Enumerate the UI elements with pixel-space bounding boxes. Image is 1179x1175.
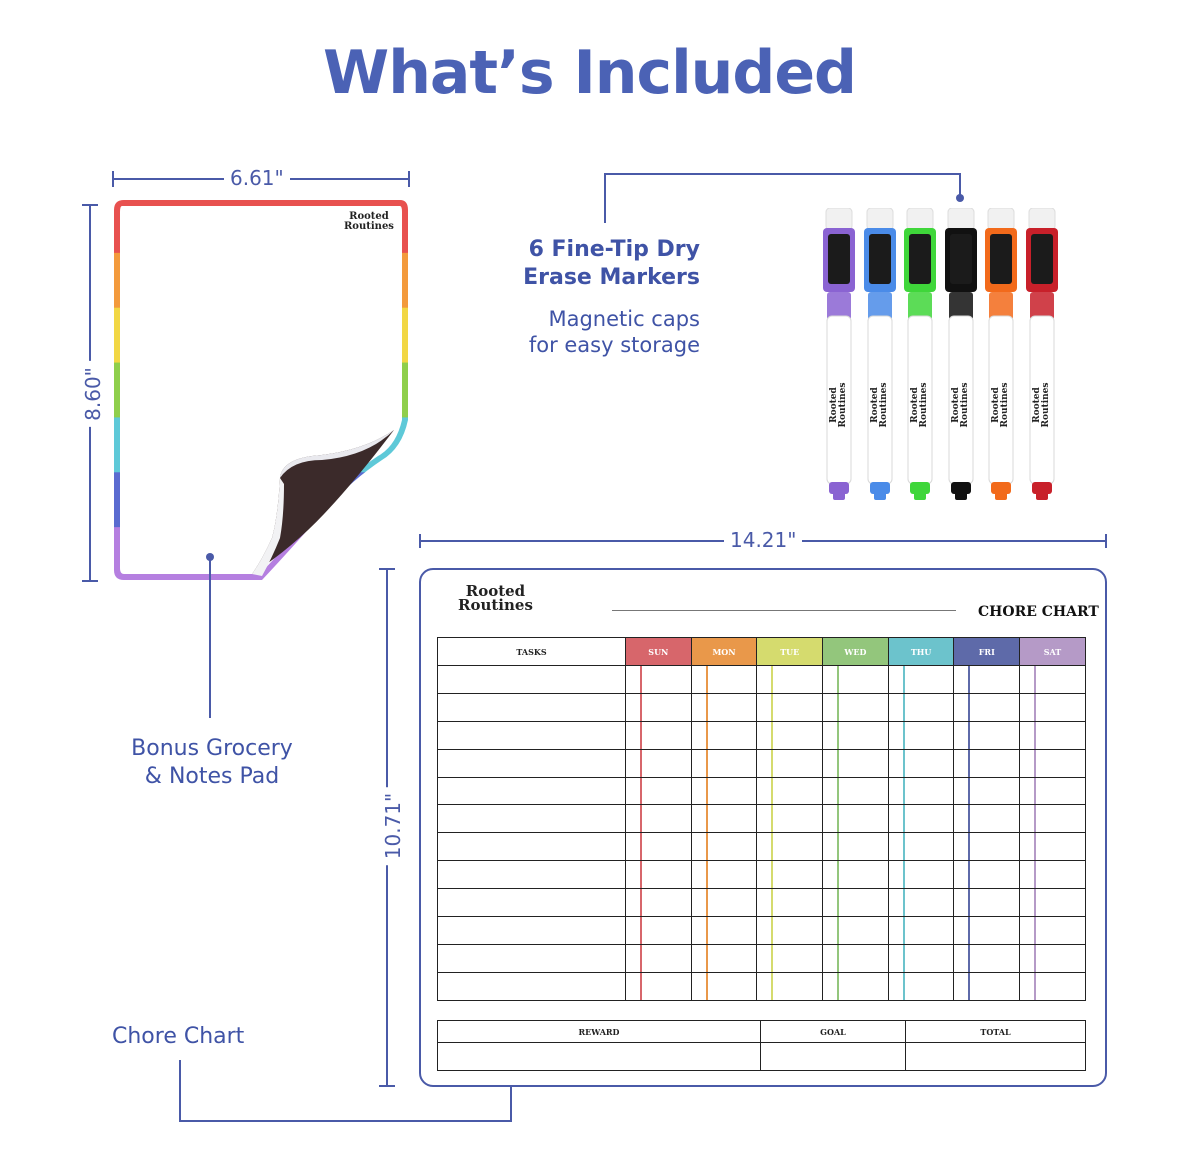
day-color-line xyxy=(706,750,708,777)
chart-width-label: 14.21" xyxy=(724,528,802,552)
day-color-line xyxy=(968,666,970,693)
day-header-tue: TUE xyxy=(757,638,823,666)
marker-brand-label: Rooted Routines xyxy=(950,382,970,428)
day-color-line xyxy=(968,945,970,972)
day-cell[interactable] xyxy=(757,721,823,749)
day-cell[interactable] xyxy=(757,861,823,889)
day-color-line xyxy=(1034,805,1036,832)
day-cell[interactable] xyxy=(888,861,954,889)
marker-leader-vertical-left xyxy=(604,173,606,223)
day-cell[interactable] xyxy=(954,666,1020,694)
day-cell[interactable] xyxy=(888,805,954,833)
task-cell[interactable] xyxy=(438,944,626,972)
day-color-line xyxy=(903,694,905,721)
day-cell[interactable] xyxy=(823,777,889,805)
day-color-line xyxy=(771,917,773,944)
pad-width-label: 6.61" xyxy=(224,166,290,190)
day-color-line xyxy=(837,722,839,749)
day-color-line xyxy=(837,945,839,972)
day-color-line xyxy=(1034,973,1036,1000)
day-color-line xyxy=(640,805,642,832)
chart-row xyxy=(438,721,1086,749)
day-color-line xyxy=(706,722,708,749)
day-cell[interactable] xyxy=(626,972,692,1000)
day-color-line xyxy=(640,778,642,805)
day-cell[interactable] xyxy=(888,889,954,917)
pad-height-tick-top xyxy=(82,204,98,206)
day-color-line xyxy=(640,973,642,1000)
day-color-line xyxy=(837,889,839,916)
day-color-line xyxy=(903,722,905,749)
day-cell[interactable] xyxy=(691,972,757,1000)
day-color-line xyxy=(1034,666,1036,693)
day-cell[interactable] xyxy=(691,917,757,945)
day-color-line xyxy=(706,805,708,832)
chore-chart-title: CHORE CHART xyxy=(978,604,1099,620)
day-color-line xyxy=(968,805,970,832)
day-cell[interactable] xyxy=(1020,721,1086,749)
day-cell[interactable] xyxy=(691,833,757,861)
day-cell[interactable] xyxy=(888,833,954,861)
chart-row xyxy=(438,693,1086,721)
day-cell[interactable] xyxy=(626,833,692,861)
chart-header-row xyxy=(438,638,1086,666)
day-header-sun: SUN xyxy=(626,638,692,666)
day-cell[interactable] xyxy=(888,777,954,805)
day-cell[interactable] xyxy=(823,861,889,889)
day-cell[interactable] xyxy=(626,666,692,694)
day-cell[interactable] xyxy=(1020,833,1086,861)
day-color-line xyxy=(640,666,642,693)
day-color-line xyxy=(640,917,642,944)
dry-erase-marker xyxy=(863,208,897,504)
day-cell[interactable] xyxy=(823,889,889,917)
day-cell[interactable] xyxy=(1020,805,1086,833)
day-color-line xyxy=(903,861,905,888)
day-cell[interactable] xyxy=(888,721,954,749)
day-color-line xyxy=(837,833,839,860)
day-cell[interactable] xyxy=(954,805,1020,833)
day-cell[interactable] xyxy=(888,749,954,777)
day-cell[interactable] xyxy=(888,917,954,945)
day-cell[interactable] xyxy=(1020,693,1086,721)
goal-header: GOAL xyxy=(761,1021,906,1043)
day-color-line xyxy=(1034,917,1036,944)
day-cell[interactable] xyxy=(954,917,1020,945)
day-color-line xyxy=(837,861,839,888)
day-cell[interactable] xyxy=(1020,972,1086,1000)
reward-cell xyxy=(438,1043,761,1071)
pad-leader-dot xyxy=(206,553,214,561)
day-cell[interactable] xyxy=(691,944,757,972)
marker-brand-label: Rooted Routines xyxy=(910,382,929,428)
day-color-line xyxy=(903,750,905,777)
day-color-line xyxy=(903,666,905,693)
day-cell[interactable] xyxy=(823,805,889,833)
day-cell[interactable] xyxy=(691,749,757,777)
day-cell[interactable] xyxy=(626,944,692,972)
chart-row xyxy=(438,777,1086,805)
pad-height-label: 8.60" xyxy=(81,361,105,427)
tasks-header: TASKS xyxy=(438,638,626,666)
day-cell[interactable] xyxy=(954,972,1020,1000)
markers-subheading: Magnetic caps for easy storage xyxy=(528,307,700,357)
pad-width-tick-right xyxy=(408,171,410,187)
day-cell[interactable] xyxy=(1020,749,1086,777)
goal-cell xyxy=(761,1043,906,1071)
chart-row xyxy=(438,972,1086,1000)
summary-table xyxy=(437,1020,1086,1071)
day-color-line xyxy=(903,778,905,805)
day-color-line xyxy=(771,833,773,860)
task-cell[interactable] xyxy=(438,805,626,833)
day-color-line xyxy=(771,805,773,832)
day-cell[interactable] xyxy=(626,917,692,945)
chart-height-label: 10.71" xyxy=(381,787,405,865)
chart-caption-leader-horizontal xyxy=(179,1120,512,1122)
pad-caption: Bonus Grocery & Notes Pad xyxy=(131,736,293,789)
marker-brand-label: Rooted Routines xyxy=(1031,382,1051,428)
day-cell[interactable] xyxy=(691,666,757,694)
day-color-line xyxy=(968,778,970,805)
day-cell[interactable] xyxy=(1020,666,1086,694)
day-cell[interactable] xyxy=(954,944,1020,972)
day-color-line xyxy=(771,750,773,777)
dry-erase-marker xyxy=(944,208,978,504)
day-cell[interactable] xyxy=(691,721,757,749)
dry-erase-marker xyxy=(984,208,1018,504)
day-color-line xyxy=(968,861,970,888)
day-color-line xyxy=(837,917,839,944)
day-color-line xyxy=(1034,694,1036,721)
day-color-line xyxy=(640,945,642,972)
day-cell[interactable] xyxy=(823,666,889,694)
task-cell[interactable] xyxy=(438,861,626,889)
chart-name-line xyxy=(612,610,956,611)
reward-header: REWARD xyxy=(438,1021,761,1043)
day-cell[interactable] xyxy=(1020,889,1086,917)
day-color-line xyxy=(640,694,642,721)
chart-width-tick-left xyxy=(419,534,421,548)
chart-row xyxy=(438,666,1086,694)
day-cell[interactable] xyxy=(757,889,823,917)
day-cell[interactable] xyxy=(757,944,823,972)
day-color-line xyxy=(706,666,708,693)
day-cell[interactable] xyxy=(757,693,823,721)
day-color-line xyxy=(1034,861,1036,888)
day-color-line xyxy=(640,750,642,777)
task-cell[interactable] xyxy=(438,777,626,805)
marker-brand-label: Rooted Routines xyxy=(869,382,889,428)
day-cell[interactable] xyxy=(954,861,1020,889)
day-cell[interactable] xyxy=(823,833,889,861)
day-cell[interactable] xyxy=(823,972,889,1000)
day-color-line xyxy=(837,805,839,832)
notes-pad-image xyxy=(112,198,410,582)
day-color-line xyxy=(903,917,905,944)
day-header-fri: FRI xyxy=(954,638,1020,666)
dry-erase-marker xyxy=(903,208,937,504)
day-color-line xyxy=(837,666,839,693)
day-color-line xyxy=(640,722,642,749)
day-color-line xyxy=(706,973,708,1000)
day-color-line xyxy=(640,889,642,916)
day-cell[interactable] xyxy=(1020,777,1086,805)
day-color-line xyxy=(771,945,773,972)
day-color-line xyxy=(771,694,773,721)
task-cell[interactable] xyxy=(438,917,626,945)
chart-row xyxy=(438,861,1086,889)
chart-row xyxy=(438,917,1086,945)
chore-chart-table xyxy=(437,637,1086,1001)
day-color-line xyxy=(903,973,905,1000)
day-cell[interactable] xyxy=(757,972,823,1000)
day-cell[interactable] xyxy=(823,749,889,777)
task-cell[interactable] xyxy=(438,666,626,694)
day-cell[interactable] xyxy=(757,666,823,694)
chart-width-tick-right xyxy=(1105,534,1107,548)
pad-height-tick-bottom xyxy=(82,580,98,582)
chart-caption-leader-vertical xyxy=(179,1060,181,1122)
day-color-line xyxy=(968,722,970,749)
day-color-line xyxy=(706,917,708,944)
day-cell[interactable] xyxy=(691,805,757,833)
day-cell[interactable] xyxy=(1020,917,1086,945)
day-cell[interactable] xyxy=(626,721,692,749)
day-color-line xyxy=(640,861,642,888)
total-cell xyxy=(906,1043,1086,1071)
day-cell[interactable] xyxy=(757,833,823,861)
day-color-line xyxy=(837,973,839,1000)
day-color-line xyxy=(968,694,970,721)
task-cell[interactable] xyxy=(438,693,626,721)
day-cell[interactable] xyxy=(757,749,823,777)
summary-header-row xyxy=(438,1021,1086,1043)
pad-caption-leader-line xyxy=(209,556,211,718)
day-color-line xyxy=(706,945,708,972)
day-cell[interactable] xyxy=(757,777,823,805)
summary-value-row xyxy=(438,1043,1086,1071)
day-cell[interactable] xyxy=(691,861,757,889)
day-color-line xyxy=(1034,722,1036,749)
dry-erase-marker xyxy=(822,208,856,504)
day-cell[interactable] xyxy=(823,693,889,721)
day-cell[interactable] xyxy=(1020,861,1086,889)
day-color-line xyxy=(903,833,905,860)
pad-brand-logo: Rooted Routines xyxy=(344,211,394,232)
day-color-line xyxy=(1034,889,1036,916)
day-header-thu: THU xyxy=(888,638,954,666)
day-color-line xyxy=(706,861,708,888)
chart-row xyxy=(438,805,1086,833)
day-color-line xyxy=(640,833,642,860)
page-title: What’s Included xyxy=(323,38,856,108)
day-color-line xyxy=(903,805,905,832)
day-color-line xyxy=(706,889,708,916)
day-cell[interactable] xyxy=(626,861,692,889)
chart-caption-leader-up xyxy=(510,1086,512,1122)
pad-width-tick-left xyxy=(112,171,114,187)
day-color-line xyxy=(968,889,970,916)
chart-row xyxy=(438,833,1086,861)
day-color-line xyxy=(1034,945,1036,972)
day-cell[interactable] xyxy=(954,721,1020,749)
day-cell[interactable] xyxy=(823,944,889,972)
day-cell[interactable] xyxy=(1020,944,1086,972)
chart-row xyxy=(438,889,1086,917)
day-color-line xyxy=(771,861,773,888)
day-color-line xyxy=(837,750,839,777)
day-color-line xyxy=(1034,750,1036,777)
day-color-line xyxy=(771,778,773,805)
day-color-line xyxy=(706,694,708,721)
day-color-line xyxy=(903,889,905,916)
day-header-wed: WED xyxy=(823,638,889,666)
day-cell[interactable] xyxy=(954,777,1020,805)
chart-height-tick-top xyxy=(379,568,395,570)
task-cell[interactable] xyxy=(438,721,626,749)
day-cell[interactable] xyxy=(954,833,1020,861)
day-color-line xyxy=(771,722,773,749)
day-color-line xyxy=(706,778,708,805)
day-header-mon: MON xyxy=(691,638,757,666)
day-cell[interactable] xyxy=(888,944,954,972)
day-color-line xyxy=(903,945,905,972)
day-header-sat: SAT xyxy=(1020,638,1086,666)
day-cell[interactable] xyxy=(888,666,954,694)
day-cell[interactable] xyxy=(888,972,954,1000)
day-color-line xyxy=(837,778,839,805)
day-color-line xyxy=(837,694,839,721)
markers-heading: 6 Fine-Tip Dry Erase Markers xyxy=(523,237,700,290)
day-color-line xyxy=(771,973,773,1000)
day-color-line xyxy=(1034,778,1036,805)
day-color-line xyxy=(968,833,970,860)
day-cell[interactable] xyxy=(626,693,692,721)
day-color-line xyxy=(771,666,773,693)
day-color-line xyxy=(1034,833,1036,860)
day-cell[interactable] xyxy=(626,749,692,777)
marker-brand-label: Rooted Routines xyxy=(829,382,848,428)
task-cell[interactable] xyxy=(438,749,626,777)
day-cell[interactable] xyxy=(626,805,692,833)
day-cell[interactable] xyxy=(888,693,954,721)
task-cell[interactable] xyxy=(438,833,626,861)
day-cell[interactable] xyxy=(823,721,889,749)
day-cell[interactable] xyxy=(954,693,1020,721)
day-color-line xyxy=(968,973,970,1000)
marker-brand-label: Rooted Routines xyxy=(991,382,1010,428)
chart-row xyxy=(438,749,1086,777)
day-cell[interactable] xyxy=(691,777,757,805)
day-cell[interactable] xyxy=(626,889,692,917)
chart-brand-logo: Rooted Routines xyxy=(458,582,533,615)
day-cell[interactable] xyxy=(954,749,1020,777)
chart-row xyxy=(438,944,1086,972)
total-header: TOTAL xyxy=(906,1021,1086,1043)
marker-leader-dot xyxy=(956,194,964,202)
day-cell[interactable] xyxy=(626,777,692,805)
chart-height-tick-bottom xyxy=(379,1085,395,1087)
task-cell[interactable] xyxy=(438,889,626,917)
dry-erase-marker xyxy=(1025,208,1059,504)
day-cell[interactable] xyxy=(691,693,757,721)
day-cell[interactable] xyxy=(823,917,889,945)
chore-chart-caption: Chore Chart xyxy=(112,1024,245,1049)
day-color-line xyxy=(968,750,970,777)
day-cell[interactable] xyxy=(954,889,1020,917)
day-color-line xyxy=(771,889,773,916)
day-color-line xyxy=(968,917,970,944)
marker-leader-horizontal xyxy=(604,173,961,175)
day-cell[interactable] xyxy=(757,805,823,833)
day-color-line xyxy=(706,833,708,860)
task-cell[interactable] xyxy=(438,972,626,1000)
day-cell[interactable] xyxy=(691,889,757,917)
day-cell[interactable] xyxy=(757,917,823,945)
